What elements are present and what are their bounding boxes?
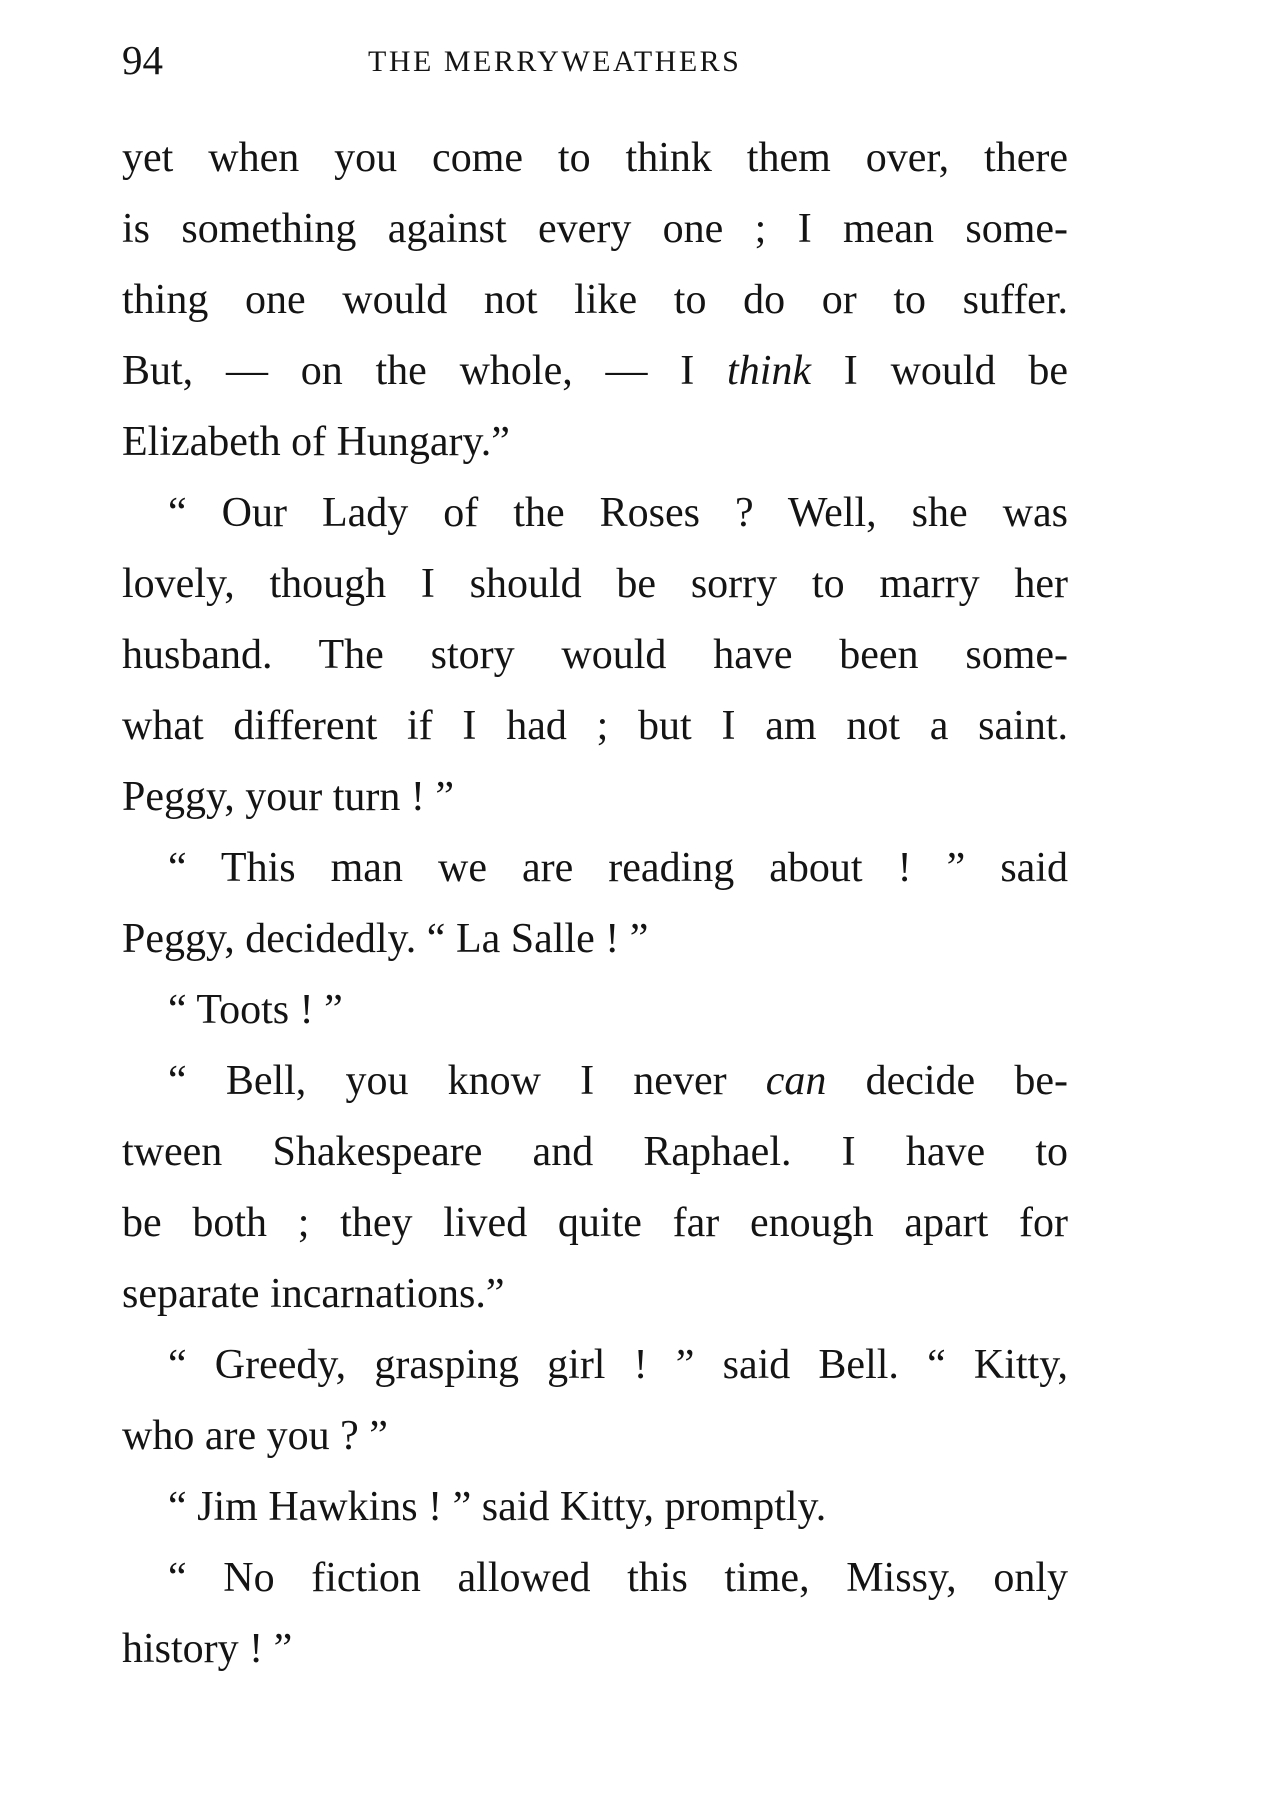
text-line: “ Bell, you know I never can decide be- (168, 1058, 1068, 1104)
text-line: Peggy, your turn ! ” (122, 774, 455, 820)
text-line: be both ; they lived quite far enough apart for (122, 1200, 1068, 1246)
text-line: lovely, though I should be sorry to marry her (122, 561, 1068, 607)
text-line: Peggy, decidedly. “ La Salle ! ” (122, 916, 649, 962)
text-line: “ This man we are reading about ! ” said (168, 845, 1068, 891)
text-line: Elizabeth of Hungary.” (122, 419, 510, 465)
emphasis-word: can (765, 1058, 827, 1104)
emphasis-word: think (727, 348, 812, 394)
text-line: tween Shakespeare and Raphael. I have to (122, 1129, 1068, 1175)
text-line: “ Our Lady of the Roses ? Well, she was (168, 490, 1068, 536)
text-line: what different if I had ; but I am not a saint. (122, 703, 1068, 749)
running-title: THE MERRYWEATHERS (368, 45, 742, 78)
text-line: “ Greedy, grasping girl ! ” said Bell. “ Kitty, (168, 1342, 1068, 1388)
text-line: But, — on the whole, — I think I would be (122, 348, 1068, 394)
body-text (122, 123, 1068, 1685)
text-line: separate incarnations.” (122, 1271, 505, 1317)
text-line: “ No fiction allowed this time, Missy, only (168, 1555, 1068, 1601)
text-line: husband. The story would have been some- (122, 632, 1068, 678)
text-line: history ! ” (122, 1626, 293, 1672)
page-header (122, 30, 1067, 90)
page-number: 94 (122, 37, 163, 83)
text-line: who are you ? ” (122, 1413, 388, 1459)
text-line: thing one would not like to do or to suffer. (122, 277, 1068, 323)
text-line: “ Toots ! ” (168, 987, 343, 1033)
text-line: “ Jim Hawkins ! ” said Kitty, promptly. (168, 1484, 827, 1530)
text-line: is something against every one ; I mean some- (122, 206, 1068, 252)
text-line: yet when you come to think them over, there (122, 135, 1068, 181)
